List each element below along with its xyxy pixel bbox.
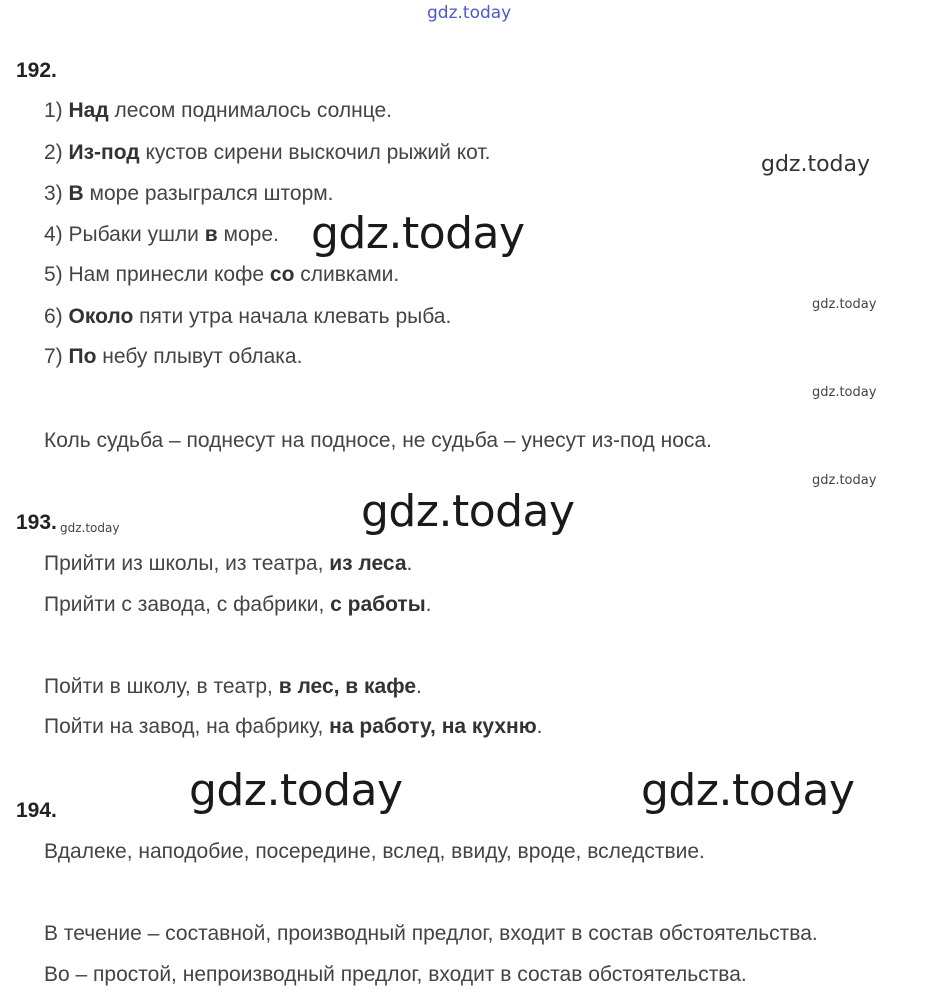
ex193-line-3: Пойти в школу, в театр, в лес, в кафе. (44, 675, 422, 698)
watermark-small-4: gdz.today (60, 521, 120, 535)
watermark-top: gdz.today (427, 3, 512, 23)
watermark-right: gdz.today (761, 152, 871, 177)
watermark-small-3: gdz.today (812, 473, 877, 488)
ex192-item-7: 7) По небу плывут облака. (44, 345, 303, 368)
ex192-item-2: 2) Из-под кустов сирени выскочил рыжий кот. (44, 141, 491, 164)
ex192-item-6: 6) Около пяти утра начала клевать рыба. (44, 305, 452, 328)
exercise-192-number: 192. (16, 59, 57, 82)
exercise-194-number: 194. (16, 799, 57, 822)
watermark-small-2: gdz.today (812, 385, 877, 400)
ex192-item-3: 3) В море разыгрался шторм. (44, 182, 334, 205)
ex192-item-1: 1) Над лесом поднималось солнце. (44, 99, 392, 122)
exercise-193-number: 193. (16, 511, 57, 534)
watermark-big-2: gdz.today (361, 486, 575, 537)
ex193-line-2: Прийти с завода, с фабрики, с работы. (44, 593, 432, 616)
ex192-item-5: 5) Нам принесли кофе со сливками. (44, 263, 400, 286)
watermark-big-4: gdz.today (641, 765, 855, 816)
ex194-words: Вдалеке, наподобие, посередине, вслед, ввиду, вроде, вследствие. (44, 840, 705, 863)
ex192-proverb: Коль судьба – поднесут на подносе, не судьба – унесут из-под носа. (44, 429, 712, 452)
watermark-big-3: gdz.today (189, 765, 403, 816)
ex194-line-2: Во – простой, непроизводный предлог, входит в состав обстоятельства. (44, 963, 747, 986)
ex193-line-4: Пойти на завод, на фабрику, на работу, на кухню. (44, 715, 543, 738)
ex193-line-1: Прийти из школы, из театра, из леса. (44, 552, 413, 575)
ex192-item-4: 4) Рыбаки ушли в море. (44, 223, 279, 246)
watermark-big-1: gdz.today (311, 208, 525, 259)
ex194-line-1: В течение – составной, производный предлог, входит в состав обстоятельства. (44, 922, 818, 945)
watermark-small-1: gdz.today (812, 297, 877, 312)
